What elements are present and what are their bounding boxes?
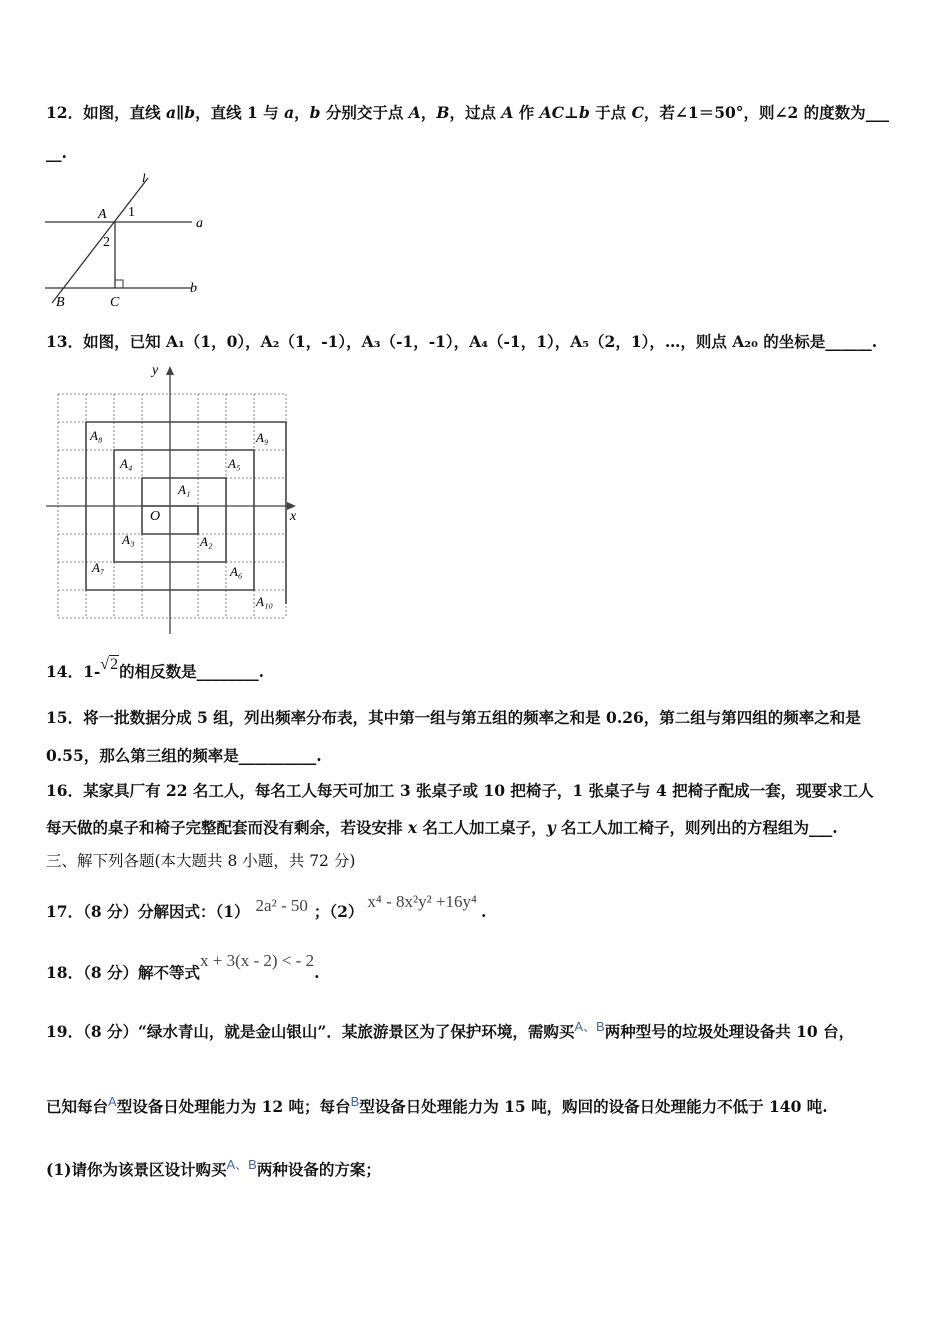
label-A6: A₆ [230,564,243,579]
label-C: C [110,295,120,310]
y-axis-arrow [166,366,174,375]
spiral-path [86,422,286,604]
label-A9: A₉ [256,430,269,445]
label-x: x [290,509,297,524]
label-a: a [196,216,203,231]
q18-expr: x + 3(x - 2) < - 2 [200,951,315,970]
q19-line2: 已知每台$^A$型设备日处理能力为 12 吨；每台$^B$型设备日处理能力为 15 吨，购回的设备日处理能力不低于 140 吨. [46,1094,828,1116]
label-A2: A₂ [200,534,213,549]
q12-blank-cont: __. [46,143,67,162]
q13-text: 13．如图，已知 A₁（1，0），A₂（1，-1），A₃（-1，-1），A₄（-1，1），A₅（2，1），…，则点 A₂₀ 的坐标是______. [46,332,878,351]
q14-text: 14．1-√2的相反数是________. [46,656,264,681]
label-A: A [98,207,107,222]
right-angle-mark [115,280,123,288]
sqrt-expression: √2 [100,656,119,673]
section-3-heading: 三、解下列各题(本大题共 8 小题，共 72 分) [46,852,356,870]
q17-text: 17．（8 分）分解因式：（1） 2a² - 50 ；（2）x⁴ - 8x²y² +16y⁴. [46,892,487,921]
label-1: 1 [128,205,135,220]
q19-line1: 19．（8 分）“绿水青山，就是金山银山”．某旅游景区为了保护环境，需购买$^{A、B}$两种型号的垃圾处理设备共 10 台， [46,1019,855,1041]
label-A10: A₁₀ [256,594,273,609]
q15-line2: 0.55，那么第三组的频率是__________. [46,746,322,765]
q18-text: 18．（8 分）解不等式x + 3(x - 2) < - 2. [46,951,320,982]
label-A4: A₄ [120,456,133,471]
q15-line1: 15．将一批数据分成 5 组，列出频率分布表，其中第一组与第五组的频率之和是 0.26，第二组与第四组的频率之和是 [46,708,861,727]
label-y: y [152,363,159,378]
q16-line2: 每天做的桌子和椅子完整配套而没有剩余，若设安排 x 名工人加工桌子，y 名工人加工椅子，则列出的方程组为___. [46,818,838,837]
label-2: 2 [103,235,110,250]
label-A3: A₃ [122,532,135,547]
q12-text: 12．如图，直线 a∥b，直线 1 与 a，b 分别交于点 A，B，过点 A 作 AC⊥b 于点 C，若∠1＝50°，则∠2 的度数为___ [46,103,889,122]
label-B: B [56,295,65,310]
label-l: l [142,170,146,185]
label-O: O [150,509,161,524]
q13-figure [40,358,310,640]
label-A7: A₇ [92,560,105,575]
label-b: b [190,281,197,296]
q16-line1: 16．某家具厂有 22 名工人，每名工人每天可加工 3 张桌子或 10 把椅子，1 张桌子与 4 把椅子配成一套，现要求工人 [46,781,874,800]
q17-expr2: x⁴ - 8x²y² +16y⁴ [367,892,477,911]
label-A5: A₅ [228,456,241,471]
q19-line3: (1)请你为该景区设计购买$^{A、B}$两种设备的方案； [46,1157,381,1179]
label-A8: A₈ [90,428,103,443]
q17-expr1: 2a² - 50 [255,896,308,915]
line-l [52,178,148,303]
label-A1: A₁ [178,482,191,497]
q12-figure [40,170,220,310]
